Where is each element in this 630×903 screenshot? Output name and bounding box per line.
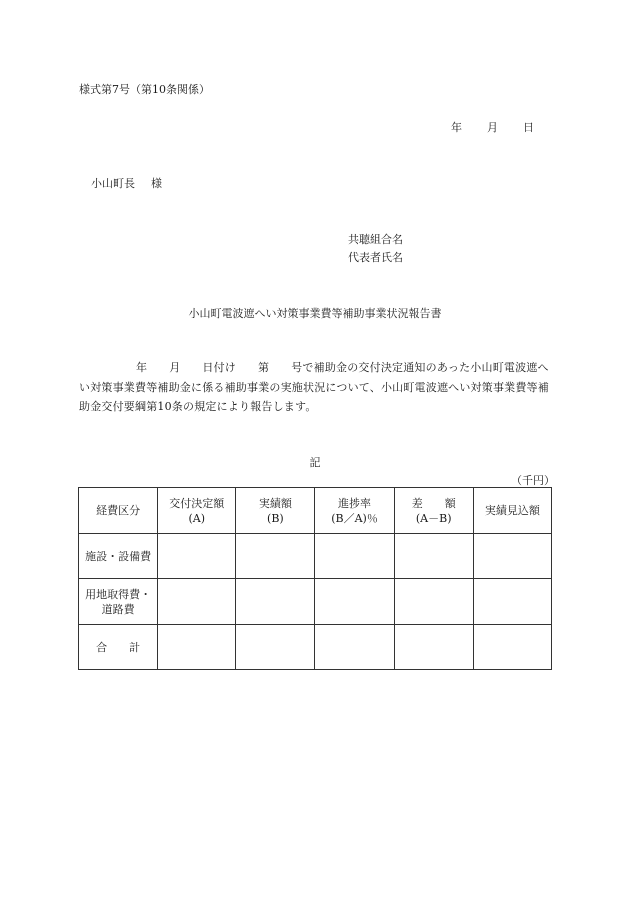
form-number: 様式第7号（第10条関係） [79,83,210,96]
table-cell[interactable] [394,625,473,670]
table-header-row [79,488,552,534]
table-cell[interactable] [473,534,551,579]
table-row [79,534,552,579]
header-difference: 差 額 (A－B) [394,488,473,534]
date-year-label: 年 [451,121,462,134]
table-cell[interactable] [158,579,236,625]
header-actual-amount: 実績額 (B) [236,488,315,534]
ki-heading: 記 [309,456,321,469]
header-grant-amount: 交付決定額 (A) [158,488,236,534]
table-cell[interactable] [394,534,473,579]
unit-label: （千円） [511,474,555,487]
document-title: 小山町電波遮へい対策事業費等補助事業状況報告書 [188,307,442,320]
body-month: 月 [169,361,181,374]
table-cell[interactable] [158,625,236,670]
table-cell[interactable] [394,579,473,625]
header-expected-actual: 実績見込額 [473,488,551,534]
row-label-land-road: 用地取得費・ 道路費 [79,579,158,625]
addressee-name: 小山町長 [91,177,135,190]
sender-organization-label: 共聴組合名 [348,233,403,246]
table-cell[interactable] [315,625,394,670]
addressee [91,175,162,191]
body-number-prefix: 第 [258,361,270,374]
table-row [79,625,552,670]
body-dated: 日付け [202,361,237,374]
table-cell[interactable] [315,534,394,579]
body-text: 号で補助金の交付決定通知のあった小山町電波遮へい対策事業費等補助金に係る補助事業の実施状況について、小山町電波遮へい対策事業費等補助金交付要綱第10条の規定により報告します。 [79,361,549,413]
date-month-label: 月 [487,121,498,134]
date-line [451,119,534,135]
body-paragraph [79,358,551,417]
table-cell[interactable] [158,534,236,579]
report-table [78,487,552,670]
table-cell[interactable] [236,579,315,625]
header-expense-category: 経費区分 [79,488,158,534]
body-year: 年 [136,361,148,374]
date-day-label: 日 [523,121,534,134]
addressee-honorific: 様 [151,177,162,190]
sender-representative-label: 代表者氏名 [348,251,403,264]
table-cell[interactable] [473,625,551,670]
table-row [79,579,552,625]
table-cell[interactable] [473,579,551,625]
table-cell[interactable] [315,579,394,625]
header-progress-rate: 進捗率 (B／A)％ [315,488,394,534]
row-label-facilities: 施設・設備費 [79,534,158,579]
table-cell[interactable] [236,534,315,579]
row-label-total: 合 計 [79,625,158,670]
table-cell[interactable] [236,625,315,670]
